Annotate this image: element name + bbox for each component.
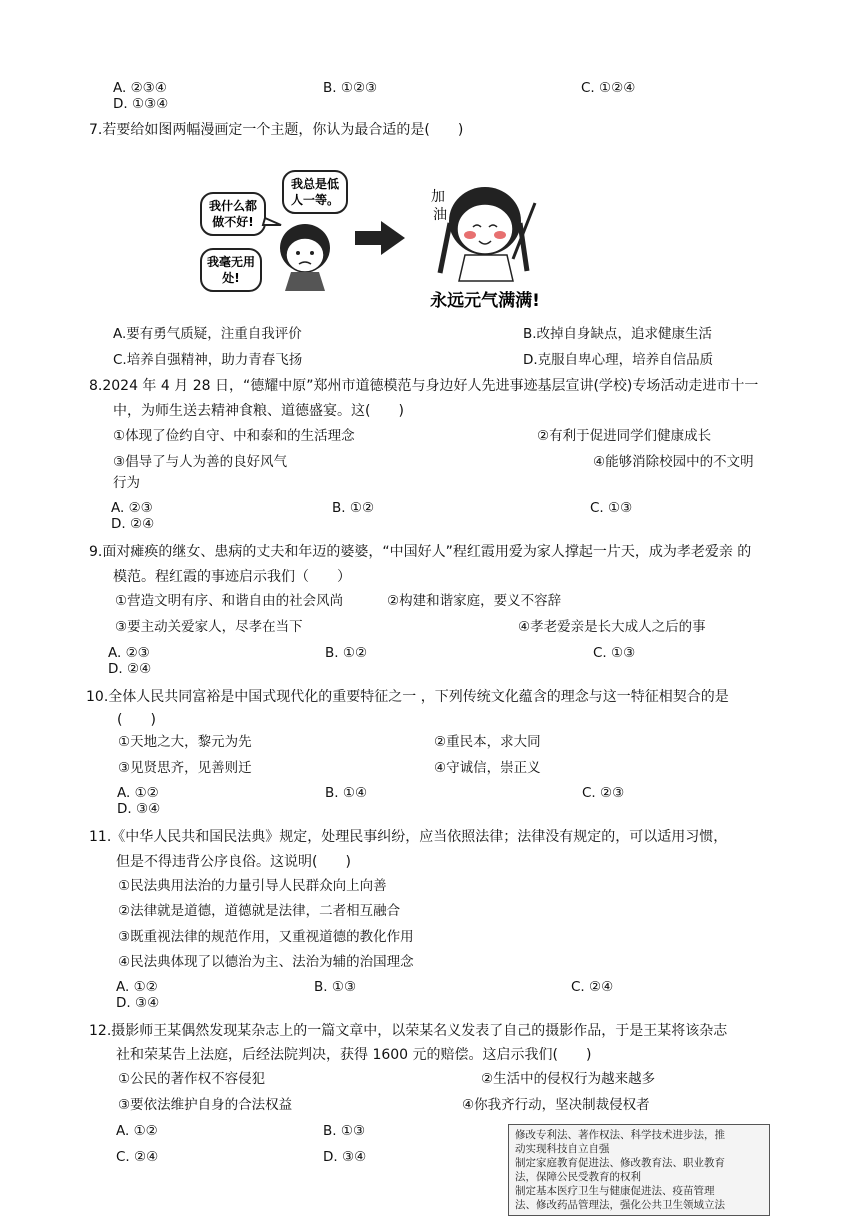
speech-bubble-2 [283,171,347,213]
q12-item-2: ②生活中的侵权行为越来越多 [481,1071,656,1087]
q6-option-c[interactable]: C. ①②④ [581,80,636,96]
q11-option-c[interactable]: C. ②④ [571,979,614,995]
q12-item-1: ①公民的著作权不容侵犯 [118,1071,266,1087]
happy-girl-figure [430,187,540,311]
q10-stem-line2: ( ) [117,712,156,728]
q12-stem-line1: 12.摄影师王某偶然发现某杂志上的一篇文章中，以荣某名义发表了自己的摄影作品，于是王某将该杂志 [89,1023,728,1039]
q11-item-4: ④民法典体现了以德治为主、法治为辅的治国理念 [118,954,414,970]
note-line-5: 制定基本医疗卫生与健康促进法、疫苗管理 [515,1185,715,1197]
q10-option-a[interactable]: A. ①② [117,785,159,801]
q8-item-2: ②有利于促进同学们健康成长 [537,428,712,444]
q12-option-d[interactable]: D. ③④ [323,1149,367,1165]
q11-option-a[interactable]: A. ①② [116,979,158,995]
q6-option-b[interactable]: B. ①②③ [323,80,378,96]
q9-option-c[interactable]: C. ①③ [593,645,636,661]
q8-option-a[interactable]: A. ②③ [111,500,153,516]
q12-option-a[interactable]: A. ①② [116,1123,158,1139]
q8-item-4: ④能够消除校园中的不文明 [593,454,754,470]
q11-option-d[interactable]: D. ③④ [116,995,160,1011]
q10-option-d[interactable]: D. ③④ [117,801,161,817]
bubble2-line1: 我总是低 [290,177,340,191]
q10-item-4: ④守诚信，崇正义 [434,760,541,776]
q11-stem-line1: 11.《中华人民共和国民法典》规定，处理民事纠纷，应当依照法律；法律没有规定的，可以适用习惯， [89,829,728,845]
q12-option-c[interactable]: C. ②④ [116,1149,159,1165]
q8-item-3: ③倡导了与人为善的良好风气 [113,454,288,470]
q9-option-b[interactable]: B. ①② [325,645,368,661]
q12-stem-line2: 社和荣某告上法庭，后经法院判决，获得 1600 元的赔偿。这启示我们( ) [116,1047,592,1063]
q12-item-4: ④你我齐行动，坚决制裁侵权者 [462,1097,650,1113]
q6-option-d[interactable]: D. ①③④ [113,96,169,112]
bubble2-line2: 人一等。 [290,193,340,207]
q8-option-d[interactable]: D. ②④ [111,516,155,532]
speech-bubble-1 [201,193,281,235]
cartoon-caption: 永远元气满满! [430,291,540,311]
q9-item-3: ③要主动关爱家人，尽孝在当下 [115,619,303,635]
q8-option-c[interactable]: C. ①③ [590,500,633,516]
q10-item-1: ①天地之大，黎元为先 [118,734,252,750]
speech-bubble-3 [201,249,261,291]
note-line-2: 动实现科技自立自强 [515,1143,610,1155]
q7-option-d[interactable]: D.克服自卑心理，培养自信品质 [523,352,714,368]
q7-option-c[interactable]: C.培养自强精神，助力青春飞扬 [113,352,303,368]
q9-stem-line1: 9.面对瘫痪的继女、患病的丈夫和年迈的婆婆，“中国好人”程红霞用爱为家人撑起一片天，成为孝老爱亲 的 [89,544,752,560]
q12-item-3: ③要依法维护自身的合法权益 [118,1097,293,1113]
q9-item-4: ④孝老爱亲是长大成人之后的事 [518,619,706,635]
q9-option-a[interactable]: A. ②③ [108,645,150,661]
q11-stem-line2: 但是不得违背公序良俗。这说明( ) [116,854,351,870]
sad-girl-figure [280,224,330,291]
q10-option-c[interactable]: C. ②③ [582,785,625,801]
note-line-6: 法、修改药品管理法，强化公共卫生领域立法 [515,1199,725,1211]
q9-item-1: ①营造文明有序、和谐自由的社会风尚 [115,593,344,609]
q9-option-d[interactable]: D. ②④ [108,661,152,677]
q11-item-2: ②法律就是道德，道德就是法律，二者相互融合 [118,903,401,919]
q8-item-4-cont: 行为 [113,475,140,491]
note-line-3: 制定家庭教育促进法、修改教育法、职业教育 [515,1157,725,1169]
q9-item-2: ②构建和谐家庭，要义不容辞 [387,593,562,609]
q7-cartoon [195,163,595,318]
q8-stem-line1: 8.2024 年 4 月 28 日，“德耀中原”郑州市道德模范与身边好人先进事迹基层宣讲(学校)专场活动走进市十一 [89,378,759,394]
bubble3-line1: 我毫无用 [206,255,256,269]
q8-item-1: ①体现了俭约自守、中和泰和的生活理念 [113,428,355,444]
bubble3-line2: 处! [222,271,240,285]
note-line-4: 法，保障公民受教育的权利 [515,1171,641,1183]
right-arrow-icon [355,221,405,255]
q7-option-b[interactable]: B.改掉自身缺点，追求健康生活 [523,326,713,342]
note-line-1: 修改专利法、著作权法、科学技术进步法，推 [515,1129,725,1141]
q10-item-2: ②重民本，求大同 [434,734,541,750]
cheer-char-2: 油 [433,207,447,223]
q11-item-1: ①民法典用法治的力量引导人民群众向上向善 [118,878,387,894]
q7-stem: 7.若要给如图两幅漫画定一个主题，你认为最合适的是( ) [89,122,464,138]
q8-stem-line2: 中，为师生送去精神食粮、道德盛宴。这( ) [113,403,404,419]
q7-option-a[interactable]: A.要有勇气质疑，注重自我评价 [113,326,302,342]
q10-item-3: ③见贤思齐，见善则迁 [118,760,252,776]
q10-stem-line1: 10.全体人民共同富裕是中国式现代化的重要特征之一 ，下列传统文化蕴含的理念与这一特征相契合的是 [86,689,729,705]
q12-option-b[interactable]: B. ①③ [323,1123,366,1139]
legislation-note-box [508,1124,770,1216]
q11-option-b[interactable]: B. ①③ [314,979,357,995]
q9-stem-line2: 模范。程红霞的事迹启示我们（ ） [113,569,351,585]
bubble1-line1: 我什么都 [208,199,258,213]
q11-item-3: ③既重视法律的规范作用，又重视道德的教化作用 [118,929,414,945]
q8-option-b[interactable]: B. ①② [332,500,375,516]
q6-option-a[interactable]: A. ②③④ [113,80,167,96]
bubble1-line2: 做不好! [212,215,254,229]
cheer-char-1: 加 [431,189,445,205]
q10-option-b[interactable]: B. ①④ [325,785,368,801]
